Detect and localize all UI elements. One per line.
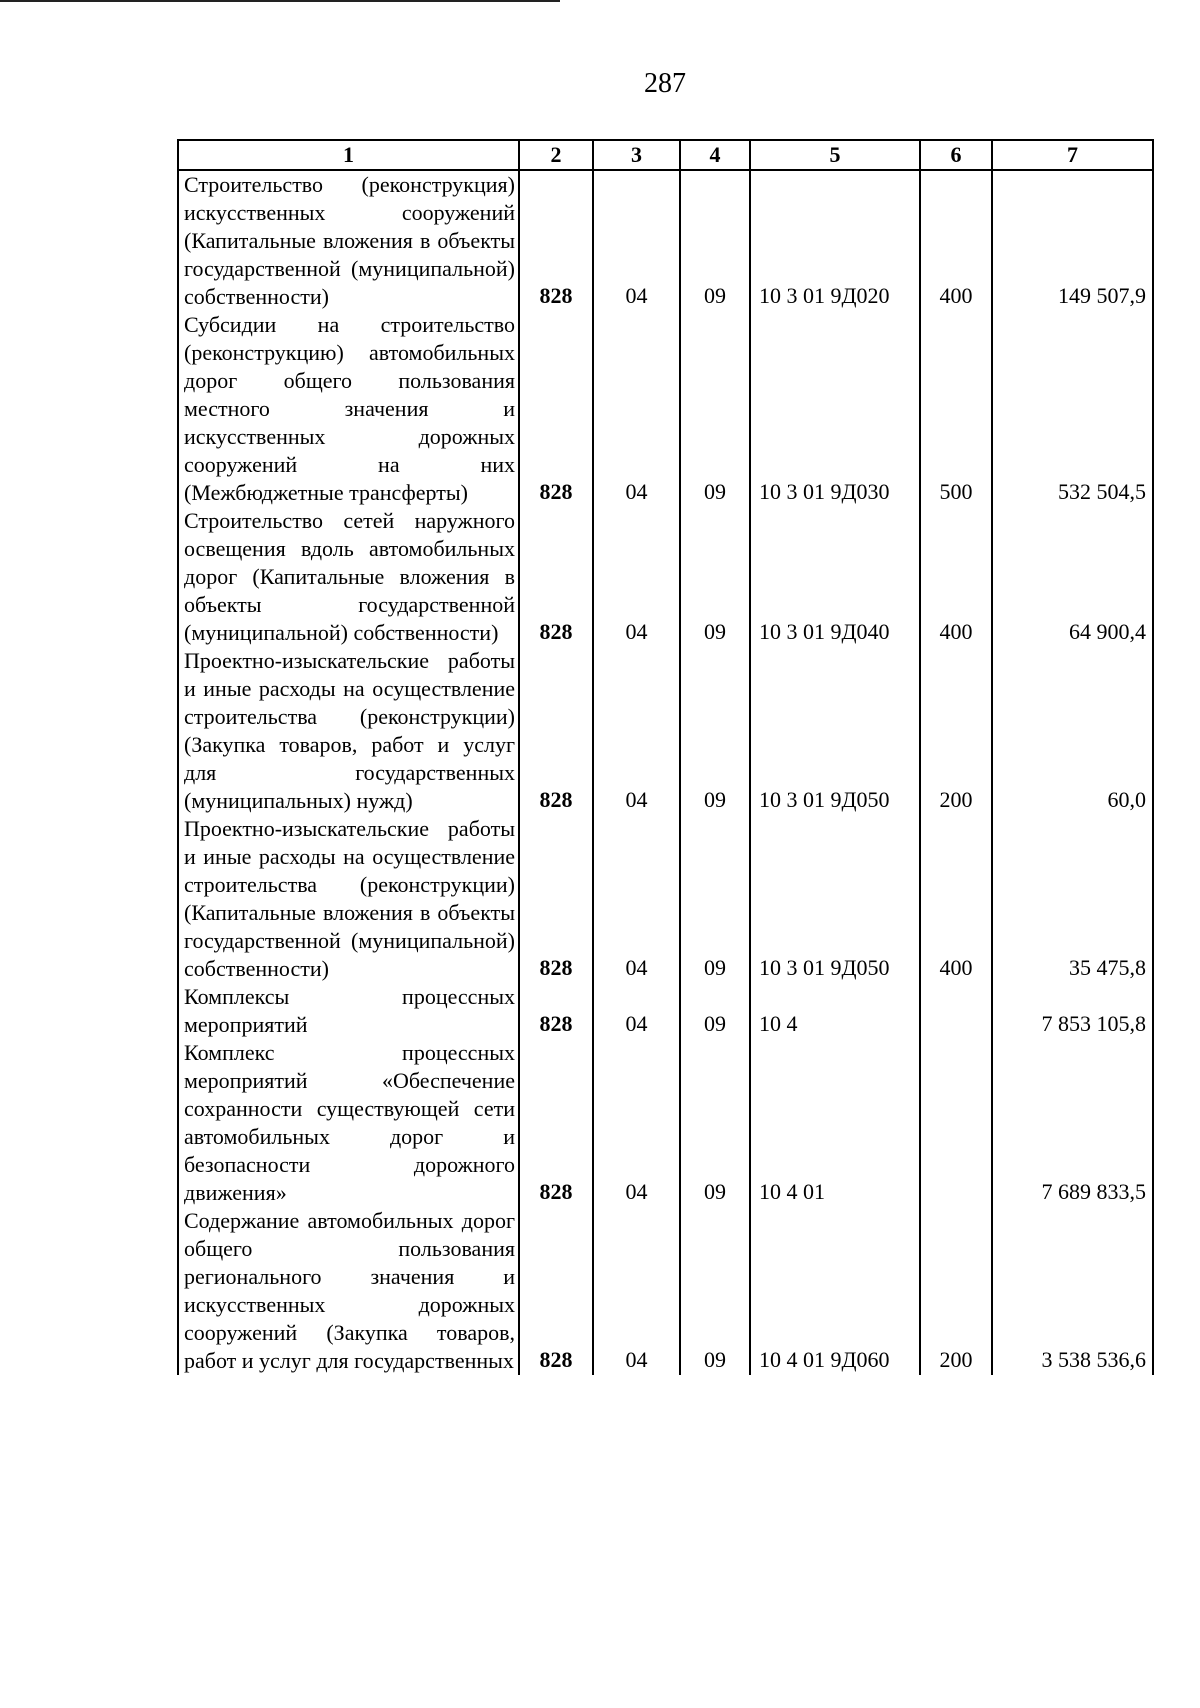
row-grbs-code: 828: [519, 170, 593, 311]
row-expense-type-code: 200: [920, 647, 992, 815]
row-subsection-code: 09: [680, 1039, 750, 1207]
header-col-2: 2: [519, 140, 593, 170]
row-description: Строительство (реконструкция) искусственных сооружений (Капитальные вложения в объекты государственной (муниципальной) собственности): [178, 170, 519, 311]
row-expense-type-code: 500: [920, 311, 992, 507]
table-row: [178, 507, 1153, 647]
row-amount: 149 507,9: [992, 170, 1153, 311]
row-subsection-code: 09: [680, 311, 750, 507]
row-grbs-code: 828: [519, 647, 593, 815]
header-col-5: 5: [750, 140, 920, 170]
table-row: [178, 311, 1153, 507]
row-description: Строительство сетей наружного освещения вдоль автомобильных дорог (Капитальные вложения в объекты государственной (муниципальной) собственности): [178, 507, 519, 647]
table-row: [178, 983, 1153, 1039]
row-expense-type-code: 400: [920, 170, 992, 311]
row-section-code: 04: [593, 1039, 680, 1207]
row-target-article-code: 10 3 01 9Д040: [750, 507, 920, 647]
row-target-article-code: 10 4: [750, 983, 920, 1039]
row-amount: 64 900,4: [992, 507, 1153, 647]
row-subsection-code: 09: [680, 647, 750, 815]
row-grbs-code: 828: [519, 815, 593, 983]
table-row: [178, 1207, 1153, 1375]
header-col-4: 4: [680, 140, 750, 170]
row-grbs-code: 828: [519, 1039, 593, 1207]
row-amount: 35 475,8: [992, 815, 1153, 983]
table-row: [178, 1039, 1153, 1207]
row-target-article-code: 10 3 01 9Д050: [750, 815, 920, 983]
table-header: [178, 140, 1153, 170]
row-grbs-code: 828: [519, 311, 593, 507]
row-section-code: 04: [593, 647, 680, 815]
row-expense-type-code: [920, 983, 992, 1039]
row-expense-type-code: 200: [920, 1207, 992, 1375]
budget-table: [177, 139, 1154, 1375]
table-header-row: [178, 140, 1153, 170]
row-target-article-code: 10 4 01 9Д060: [750, 1207, 920, 1375]
row-grbs-code: 828: [519, 1207, 593, 1375]
row-description: Проектно-изыскательские работы и иные расходы на осуществление строительства (реконструкции) (Капитальные вложения в объекты государственной (муниципальной) собственности): [178, 815, 519, 983]
header-col-1: 1: [178, 140, 519, 170]
row-description: Проектно-изыскательские работы и иные расходы на осуществление строительства (реконструкции) (Закупка товаров, работ и услуг для государственных (муниципальных) нужд): [178, 647, 519, 815]
row-target-article-code: 10 3 01 9Д050: [750, 647, 920, 815]
header-col-7: 7: [992, 140, 1153, 170]
row-subsection-code: 09: [680, 815, 750, 983]
row-expense-type-code: 400: [920, 815, 992, 983]
row-description: Субсидии на строительство (реконструкцию) автомобильных дорог общего пользования местного значения и искусственных дорожных сооружений на них (Межбюджетные трансферты): [178, 311, 519, 507]
row-section-code: 04: [593, 983, 680, 1039]
row-grbs-code: 828: [519, 507, 593, 647]
row-amount: 532 504,5: [992, 311, 1153, 507]
table-row: [178, 815, 1153, 983]
row-amount: 7 853 105,8: [992, 983, 1153, 1039]
table-row: [178, 647, 1153, 815]
row-grbs-code: 828: [519, 983, 593, 1039]
row-expense-type-code: 400: [920, 507, 992, 647]
row-section-code: 04: [593, 815, 680, 983]
table-body: [178, 170, 1153, 1375]
row-expense-type-code: [920, 1039, 992, 1207]
header-col-6: 6: [920, 140, 992, 170]
row-section-code: 04: [593, 170, 680, 311]
row-target-article-code: 10 4 01: [750, 1039, 920, 1207]
table-row: [178, 170, 1153, 311]
row-description: Комплекс процессных мероприятий «Обеспечение сохранности существующей сети автомобильных дорог и безопасности дорожного движения»: [178, 1039, 519, 1207]
row-amount: 7 689 833,5: [992, 1039, 1153, 1207]
row-subsection-code: 09: [680, 170, 750, 311]
row-description: Комплексы процессных мероприятий: [178, 983, 519, 1039]
row-subsection-code: 09: [680, 983, 750, 1039]
scan-top-edge-line: [0, 0, 560, 2]
row-subsection-code: 09: [680, 1207, 750, 1375]
row-description: Содержание автомобильных дорог общего пользования регионального значения и искусственных дорожных сооружений (Закупка товаров, работ и услуг для государственных: [178, 1207, 519, 1375]
row-section-code: 04: [593, 311, 680, 507]
row-amount: 3 538 536,6: [992, 1207, 1153, 1375]
row-section-code: 04: [593, 1207, 680, 1375]
row-amount: 60,0: [992, 647, 1153, 815]
row-subsection-code: 09: [680, 507, 750, 647]
page-number: 287: [644, 68, 686, 99]
row-target-article-code: 10 3 01 9Д020: [750, 170, 920, 311]
header-col-3: 3: [593, 140, 680, 170]
row-section-code: 04: [593, 507, 680, 647]
row-target-article-code: 10 3 01 9Д030: [750, 311, 920, 507]
